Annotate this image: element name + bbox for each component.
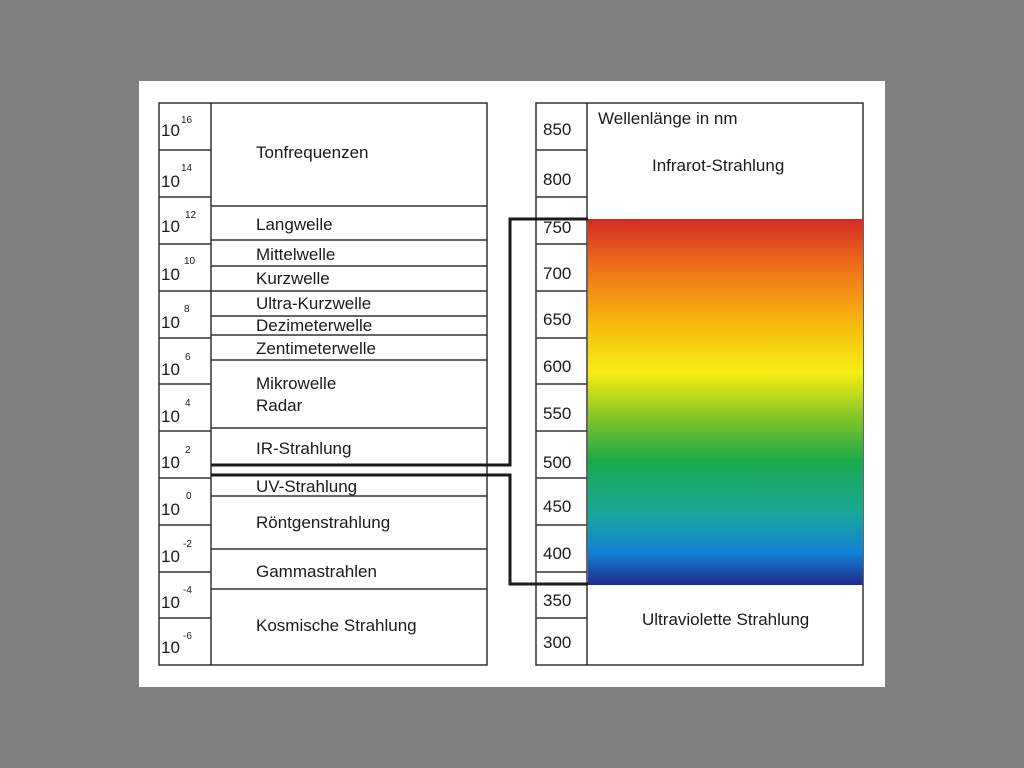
wavelength-800: 800 — [543, 170, 572, 189]
band-radar: Radar — [256, 396, 303, 415]
freq-exponent-7: 2 — [185, 445, 191, 456]
ultraviolet-label: Ultraviolette Strahlung — [642, 610, 810, 629]
freq-base-4: 10 — [161, 313, 180, 332]
freq-base-10: 10 — [161, 593, 180, 612]
band-labels — [256, 143, 417, 635]
band-gammastrahlen: Gammastrahlen — [256, 562, 377, 581]
freq-exponent-4: 8 — [184, 304, 190, 315]
wavelength-700: 700 — [543, 264, 572, 283]
wavelength-650: 650 — [543, 310, 572, 329]
band-langwelle: Langwelle — [256, 215, 333, 234]
wavelength-850: 850 — [543, 120, 572, 139]
band-uv-strahlung: UV-Strahlung — [256, 477, 358, 496]
band-ir-strahlung: IR-Strahlung — [256, 439, 352, 458]
band-zentimeterwelle: Zentimeterwelle — [256, 339, 376, 358]
freq-exponent-5: 6 — [185, 352, 191, 363]
band-kosmische-strahlung: Kosmische Strahlung — [256, 616, 417, 635]
wavelength-450: 450 — [543, 497, 572, 516]
wavelength-350: 350 — [543, 591, 572, 610]
freq-exponent-10: -4 — [183, 585, 192, 596]
wavelength-750: 750 — [543, 218, 572, 237]
freq-base-6: 10 — [161, 407, 180, 426]
freq-base-7: 10 — [161, 453, 180, 472]
freq-exponent-8: 0 — [186, 491, 192, 502]
band-tonfrequenzen: Tonfrequenzen — [256, 143, 369, 162]
freq-base-9: 10 — [161, 547, 180, 566]
wavelength-300: 300 — [543, 633, 572, 652]
wavelength-title: Wellenlänge in nm — [598, 109, 738, 128]
band-mikrowelle: Mikrowelle — [256, 374, 337, 393]
wavelength-550: 550 — [543, 404, 572, 423]
freq-exponent-9: -2 — [183, 539, 192, 550]
visible-spectrum-gradient — [588, 219, 863, 585]
band-roentgenstrahlung: Röntgenstrahlung — [256, 513, 391, 532]
freq-exponent-6: 4 — [185, 398, 191, 409]
band-mittelwelle: Mittelwelle — [256, 245, 336, 264]
wavelength-600: 600 — [543, 357, 572, 376]
wavelength-400: 400 — [543, 544, 572, 563]
freq-base-0: 10 — [161, 121, 180, 140]
band-kurzwelle: Kurzwelle — [256, 269, 330, 288]
freq-exponent-3: 10 — [184, 256, 196, 267]
band-ultra-kurzwelle: Ultra-Kurzwelle — [256, 294, 372, 313]
infrared-label: Infrarot-Strahlung — [652, 156, 785, 175]
freq-exponent-11: -6 — [183, 631, 192, 642]
freq-base-8: 10 — [161, 500, 180, 519]
freq-exponent-2: 12 — [185, 210, 197, 221]
freq-base-1: 10 — [161, 172, 180, 191]
wavelength-500: 500 — [543, 453, 572, 472]
freq-exponent-0: 16 — [181, 115, 193, 126]
freq-exponent-1: 14 — [181, 163, 193, 174]
freq-base-3: 10 — [161, 265, 180, 284]
freq-base-11: 10 — [161, 638, 180, 657]
band-dezimeterwelle: Dezimeterwelle — [256, 316, 373, 335]
freq-base-5: 10 — [161, 360, 180, 379]
freq-base-2: 10 — [161, 217, 180, 236]
